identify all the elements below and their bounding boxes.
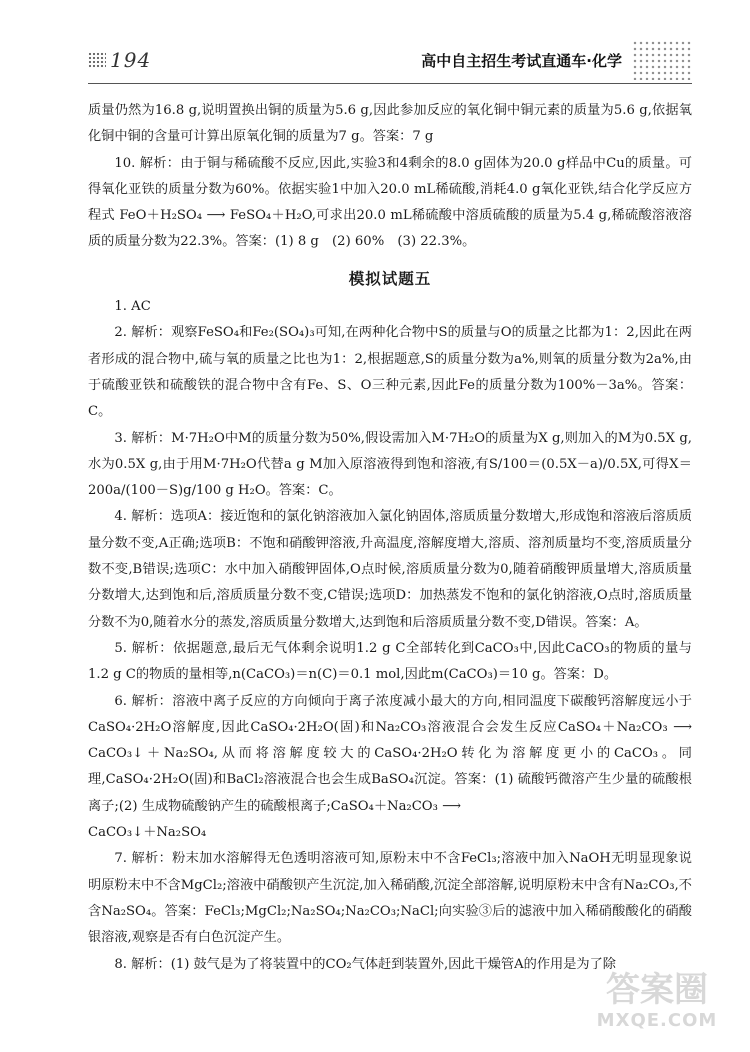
watermark-url: MXQE.COM <box>596 1010 718 1031</box>
header-divider <box>88 83 692 84</box>
book-title: 高中自主招生考试直通车·化学 <box>421 52 622 70</box>
section-title: 模拟试题五 <box>348 269 432 288</box>
answer-10: 10. 解析：由于铜与稀硫酸不反应,因此,实验3和4剩余的8.0 g固体为20.0 g样品中Cu的质量。可得氧化亚铁的质量分数为60%。依据实验1中加入20.0 mL稀硫酸,消耗4.0 g氧化亚铁,结合化学反应方程式 FeO＋H₂SO₄ ⟶ FeSO₄＋H₂O,可求出20.0 mL稀硫酸中溶质硫酸的质量为5.4 g,稀硫酸溶液溶质的质量分数为22.3%。答案：(1) 8 g (2) 60% (3) 22.3%。 <box>88 155 692 250</box>
page-body <box>88 98 692 978</box>
answer-8: 8. 解析：(1) 鼓气是为了将装置中的CO₂气体赶到装置外,因此干燥管A的作用是为了除 <box>114 956 616 972</box>
page-number <box>88 48 151 72</box>
watermark-text: 答案圈 <box>606 970 708 1010</box>
page-header <box>88 40 692 84</box>
answer-4: 4. 解析：选项A：接近饱和的氯化钠溶液加入氯化钠固体,溶质质量分数增大,形成饱和溶液后溶质质量分数不变,A正确;选项B：不饱和硝酸钾溶液,升高温度,溶解度增大,溶质、溶剂质量均不变,溶质质量分数不变,B错误;选项C：水中加入硝酸钾固体,O点时候,溶质质量分数为0,随着硝酸钾质量增大,溶质质量分数增大,达到饱和后,溶质质量分数不变,C错误;选项D：加热蒸发不饱和的氯化钠溶液,O点时,溶质质量分数不为0,随着水分的蒸发,溶质质量分数增大,达到饱和后溶质质量分数不变,D错误。答案：A。 <box>88 509 692 630</box>
answer-3: 3. 解析：M·7H₂O中M的质量分数为50%,假设需加入M·7H₂O的质量为X g,则加入的M为0.5X g,水为0.5X g,由于用M·7H₂O代替a g M加入原溶液得到饱和溶液,有S/100＝(0.5X－a)/0.5X,可得X＝200a/(100－S)g/100 g H₂O。答案：C。 <box>88 430 692 499</box>
dot-grid-decoration-icon <box>632 40 692 80</box>
answer-2: 2. 解析：观察FeSO₄和Fe₂(SO₄)₃可知,在两种化合物中S的质量与O的质量之比都为1：2,因此在两者形成的混合物中,硫与氧的质量之比也为1：2,根据题意,S的质量分数为a%,则氧的质量分数为2a%,由于硫酸亚铁和硫酸铁的混合物中含有Fe、S、O三种元素,因此Fe的质量分数为100%－3a%。答案：C。 <box>88 325 692 420</box>
answer-6: 6. 解析：溶液中离子反应的方向倾向于离子浓度减小最大的方向,相同温度下碳酸钙溶解度远小于CaSO₄·2H₂O溶解度,因此CaSO₄·2H₂O(固)和Na₂CO₃溶液混合会发生反应CaSO₄＋Na₂CO₃ ⟶ CaCO₃↓＋Na₂SO₄,从而将溶解度较大的CaSO₄·2H₂O转化为溶解度更小的CaCO₃。同理,CaSO₄·2H₂O(固)和BaCl₂溶液混合也会生成BaSO₄沉淀。答案：(1) 硫酸钙微溶产生少量的硫酸根离子;(2) 生成物硫酸钠产生的硫酸根离子;CaSO₄＋Na₂CO₃ ⟶ <box>88 693 692 814</box>
answer-6-continued: CaCO₃↓＋Na₂SO₄ <box>88 825 207 841</box>
page-number-text: 194 <box>110 48 152 72</box>
dot-pattern-icon <box>88 52 106 68</box>
answer-1: 1. AC <box>114 299 151 315</box>
answer-5: 5. 解析：依据题意,最后无气体剩余说明1.2 g C全部转化到CaCO₃中,因此CaCO₃的物质的量与1.2 g C的物质的量相等,n(CaCO₃)＝n(C)＝0.1 mol,因此m(CaCO₃)＝10 g。答案：D。 <box>88 640 692 683</box>
watermark-logo <box>592 970 722 1040</box>
paragraph-intro: 质量仍然为16.8 g,说明置换出铜的质量为5.6 g,因此参加反应的氧化铜中铜元素的质量为5.6 g,依据氧化铜中铜的含量可计算出原氧化铜的质量为7 g。答案：7 g <box>88 103 692 145</box>
answer-7: 7. 解析：粉末加水溶解得无色透明溶液可知,原粉末中不含FeCl₃;溶液中加入NaOH无明显现象说明原粉末中不含MgCl₂;溶液中硝酸钡产生沉淀,加入稀硝酸,沉淀全部溶解,说明原粉末中含有Na₂CO₃,不含Na₂SO₄。答案：FeCl₃;MgCl₂;Na₂SO₄;Na₂CO₃;NaCl;向实验③后的滤液中加入稀硝酸酸化的硝酸银溶液,观察是否有白色沉淀产生。 <box>88 851 692 946</box>
